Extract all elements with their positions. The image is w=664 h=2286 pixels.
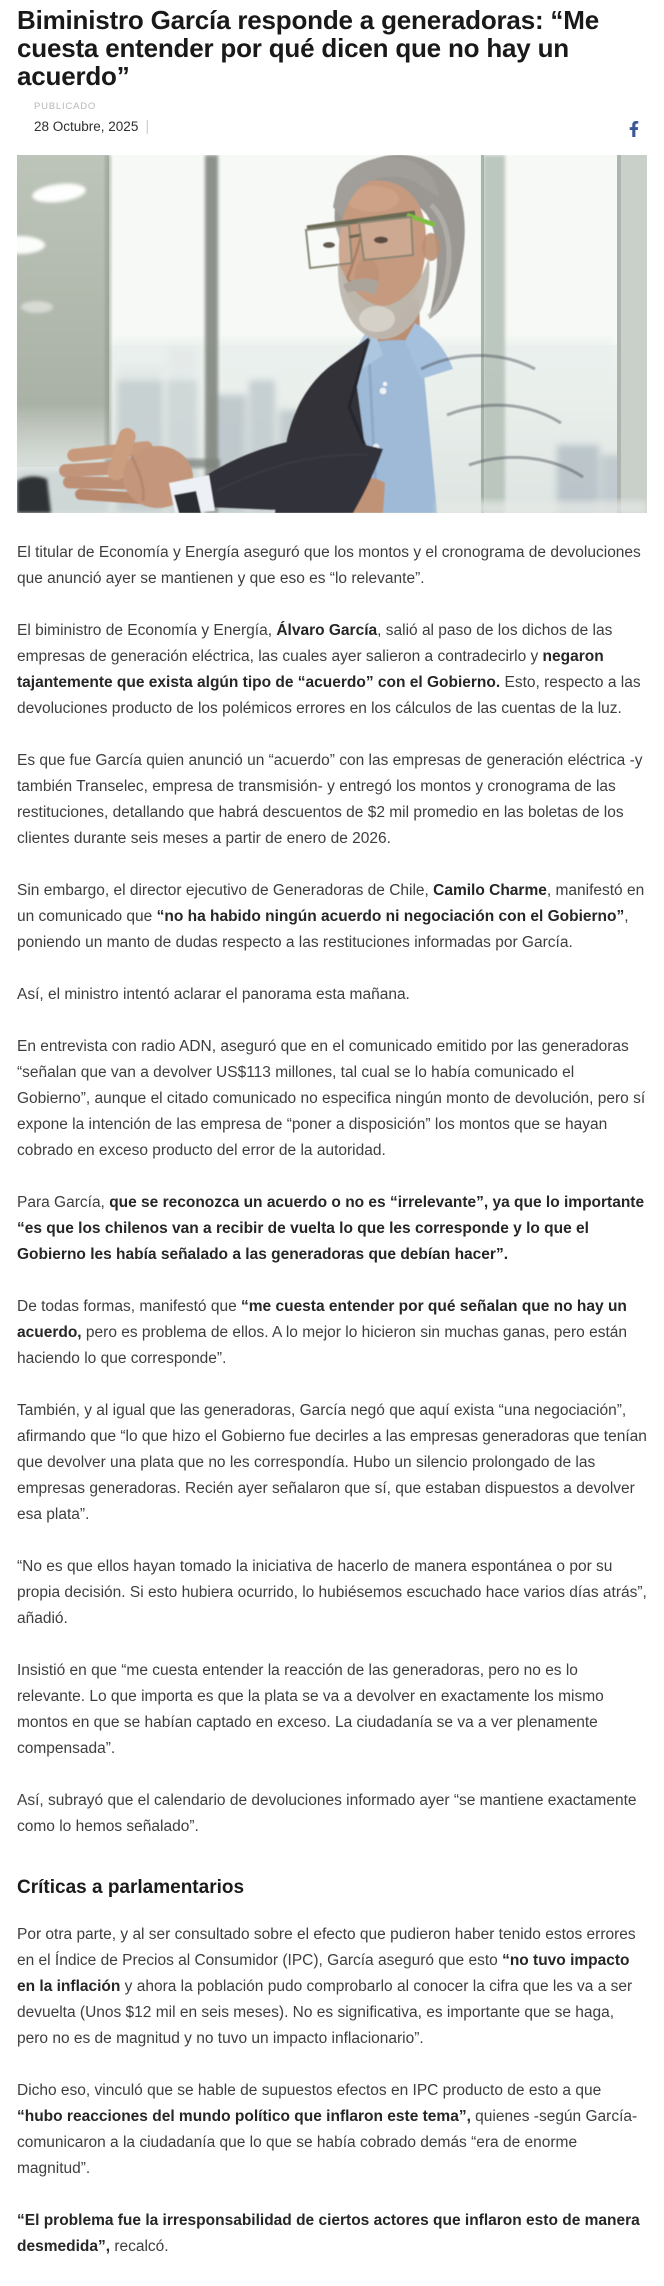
article-paragraph: Para García, que se reconozca un acuerdo o no es “irrelevante”, ya que lo importante “es que los chilenos van a recibir de vuelta lo que les corresponde y lo que el Gobierno les había señalado a las generadoras que debían hacer”. bbox=[17, 1194, 645, 1263]
article-paragraph: Dicho eso, vinculó que se hable de supuestos efectos en IPC producto de esto a que “hubo reacciones del mundo político que inflaron este tema”, quienes -según García- comunicaron a la ciudadanía que lo que se había cobrado demás “era de enorme magnitud”. bbox=[17, 2082, 638, 2177]
published-label: PUBLICADO bbox=[34, 101, 97, 112]
hero-photo-illustration bbox=[17, 155, 647, 513]
article-page bbox=[0, 6, 664, 2260]
article-paragraph: También, y al igual que las generadoras, García negó que aquí exista “una negociación”, afirmando que “lo que hizo el Gobierno fue decirles a las empresas generadoras que tenían que devolver una plata que no les correspondía. Hubo un silencio prolongado de las empresas generadoras. Recién ayer señalaron que sí, que estaban dispuestos a devolver esa plata”. bbox=[17, 1402, 647, 1523]
article-paragraph: Insistió en que “me cuesta entender la reacción de las generadoras, pero no es lo relevante. Lo que importa es que la plata se va a devolver en exactamente los mismo montos en que se habían captado en exceso. La ciudadanía se va a ver plenamente compensada”. bbox=[17, 1662, 604, 1757]
article-paragraph: Por otra parte, y al ser consultado sobre el efecto que pudieron haber tenido estos errores en el Índice de Precios al Consumidor (IPC), García aseguró que esto “no tuvo impacto en la inflación y ahora la población pudo comprobarlo al conocer la cifra que les va a ser devuelta (Unos $12 mil en seis meses). No es significativa, es importante que se haga, pero no es de magnitud y no tuvo un impacto inflacionario”. bbox=[17, 1926, 636, 2047]
page-title: Biministro García responde a generadoras: “Me cuesta entender por qué dicen que no hay un acuerdo” bbox=[17, 5, 599, 91]
article-paragraph: Así, subrayó que el calendario de devoluciones informado ayer “se mantiene exactamente como lo hemos señalado”. bbox=[17, 1792, 637, 1835]
facebook-share-icon[interactable] bbox=[626, 121, 642, 137]
article-paragraph: Sin embargo, el director ejecutivo de Generadoras de Chile, Camilo Charme, manifestó en un comunicado que “no ha habido ningún acuerdo ni negociación con el Gobierno”, poniendo un manto de dudas respecto a las restituciones informadas por García. bbox=[17, 882, 645, 951]
article-paragraph: “No es que ellos hayan tomado la iniciativa de hacerlo de manera espontánea o por su propia decisión. Si esto hubiera ocurrido, lo hubiésemos escuchado hace varios días atrás”, añadió. bbox=[17, 1558, 647, 1627]
published-date-line bbox=[34, 118, 149, 135]
article-paragraph: Es que fue García quien anunció un “acuerdo” con las empresas de generación eléctrica -y también Transelec, empresa de transmisión- y entregó los montos y cronograma de las restituciones, detallando que habrá descuentos de $2 mil promedio en las boletas de los clientes durante seis meses a partir de enero de 2026. bbox=[17, 752, 643, 847]
published-block bbox=[34, 101, 149, 135]
article-paragraph: En entrevista con radio ADN, aseguró que en el comunicado emitido por las generadoras “señalan que van a devolver US$113 millones, tal cual se lo había comunicado el Gobierno”, aunque el citado comunicado no especifica ningún monto de devolución, pero sí expone la intención de las empresa de “poner a disposición” los montos que se hayan cobrado en exceso producto del error de la autoridad. bbox=[17, 1038, 646, 1159]
article-paragraph: El titular de Economía y Energía aseguró que los montos y el cronograma de devoluciones que anunció ayer se mantienen y que eso es “lo relevante”. bbox=[17, 544, 641, 587]
article-body bbox=[0, 540, 664, 2260]
date-separator: | bbox=[145, 118, 150, 135]
published-date: 28 Octubre, 2025 bbox=[34, 119, 139, 134]
article-paragraph: “El problema fue la irresponsabilidad de ciertos actores que inflaron esto de manera desmedida”, recalcó. bbox=[17, 2212, 640, 2255]
article-paragraph: Así, el ministro intentó aclarar el panorama esta mañana. bbox=[17, 986, 410, 1003]
hero-image bbox=[17, 155, 647, 513]
article-paragraph: De todas formas, manifestó que “me cuesta entender por qué señalan que no hay un acuerdo, pero es problema de ellos. A lo mejor lo hicieron sin muchas ganas, pero están haciendo lo que corresponde”. bbox=[17, 1298, 628, 1367]
article-meta bbox=[0, 101, 664, 137]
article-paragraph: El biministro de Economía y Energía, Álvaro García, salió al paso de los dichos de las empresas de generación eléctrica, las cuales ayer salieron a contradecirlo y negaron tajantemente que exista algún tipo de “acuerdo” con el Gobierno. Esto, respecto a las devoluciones producto de los polémicos errores en los cálculos de las cuentas de la luz. bbox=[17, 622, 641, 717]
section-heading: Críticas a parlamentarios bbox=[17, 1877, 245, 1898]
